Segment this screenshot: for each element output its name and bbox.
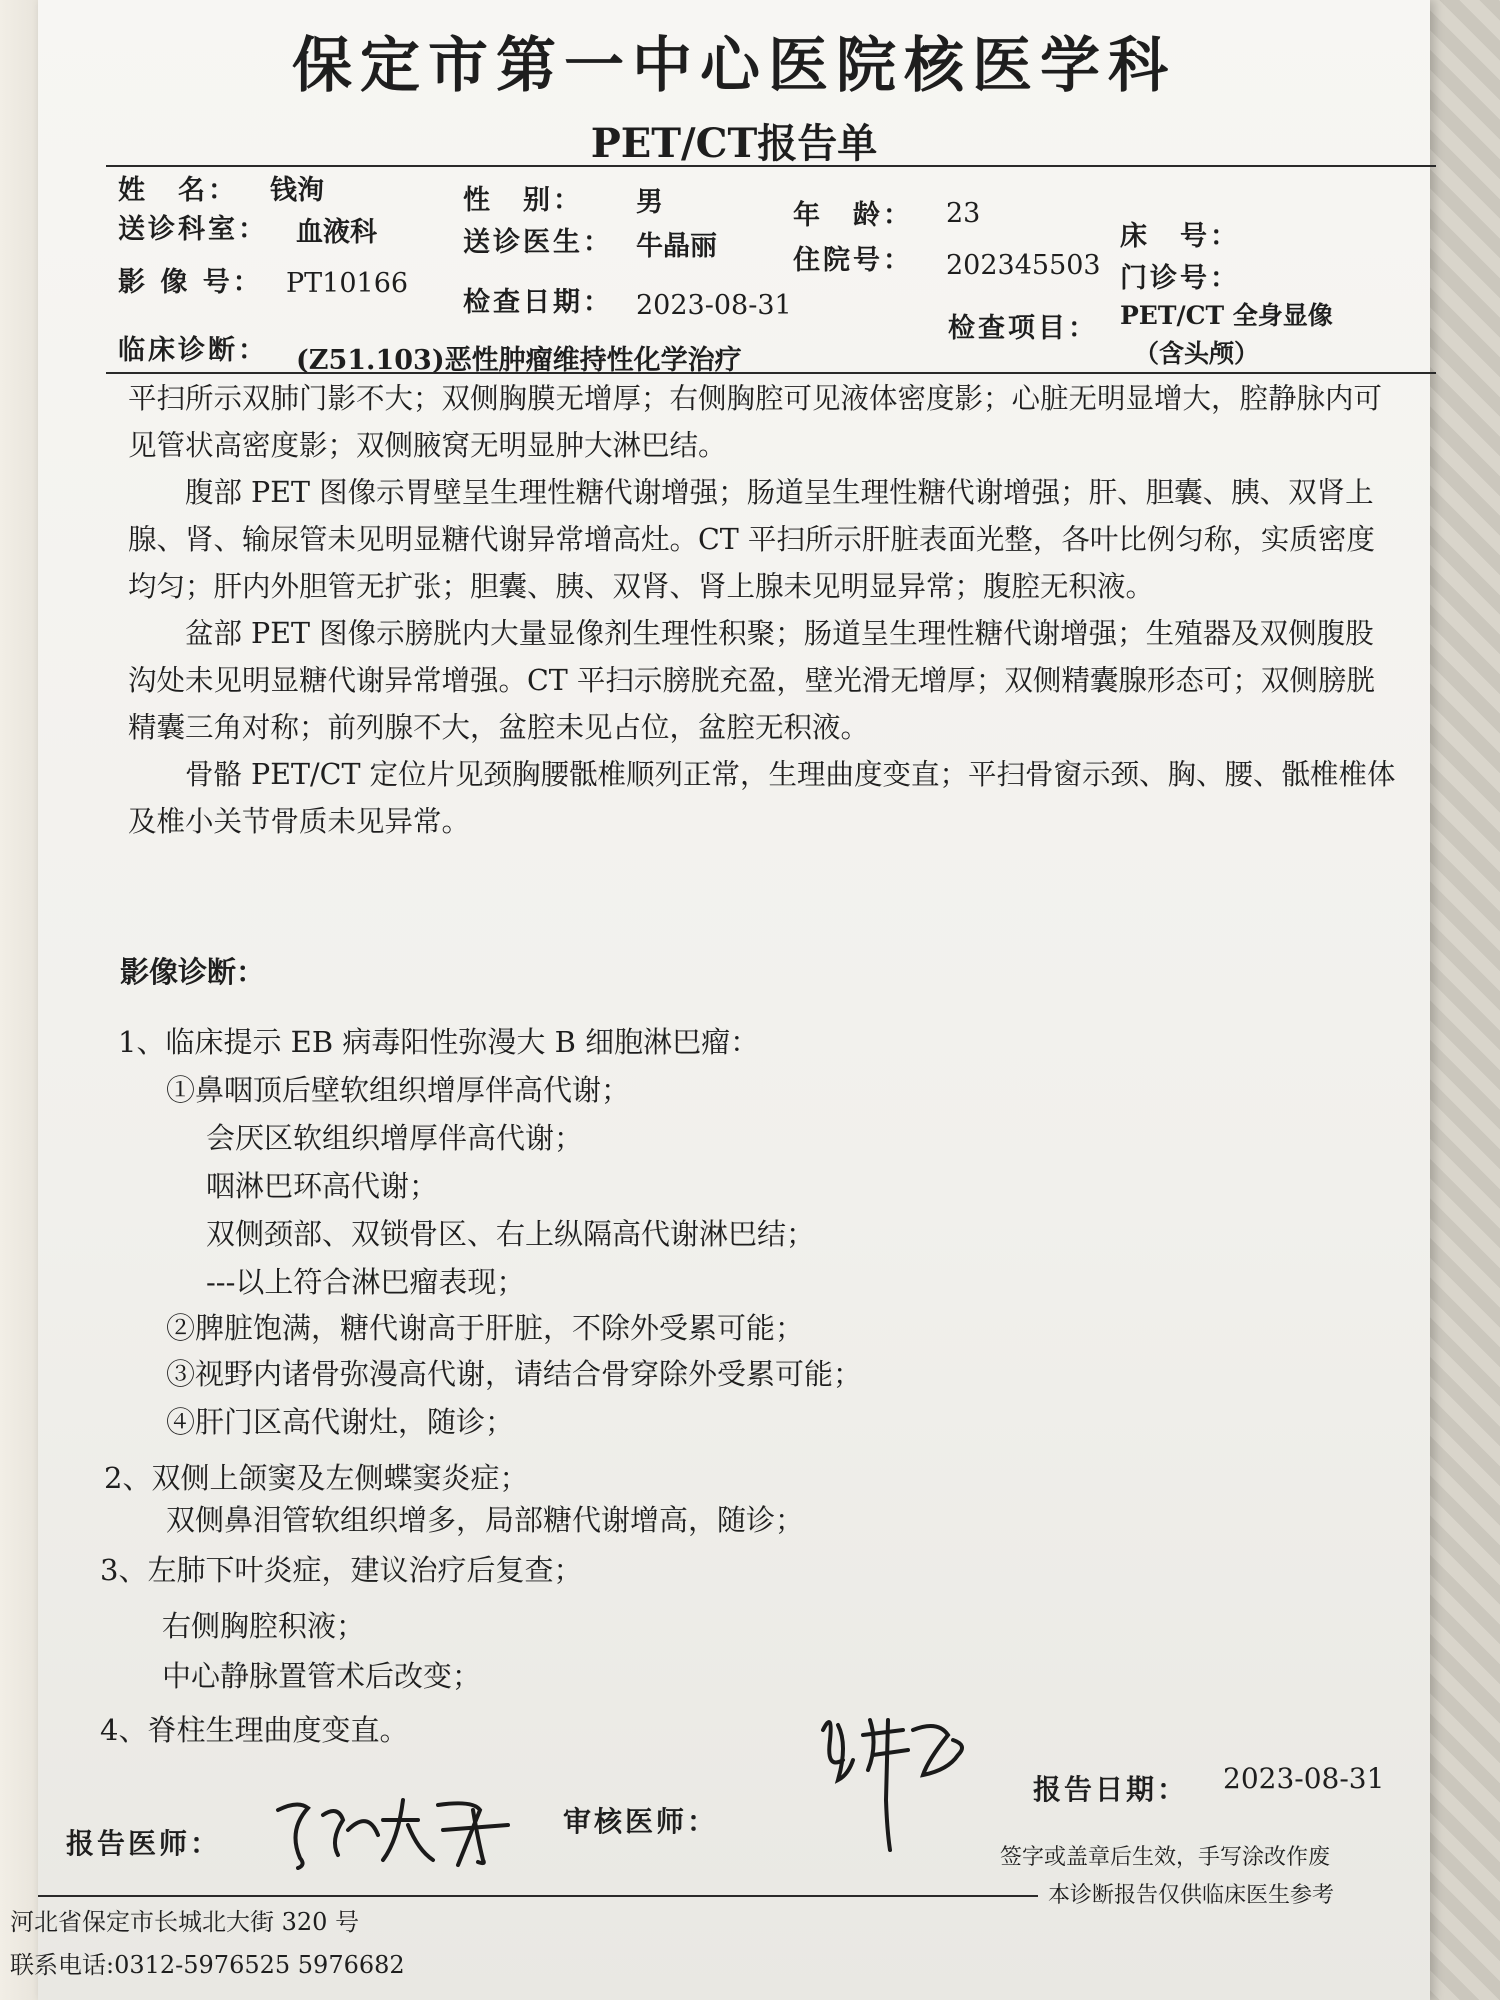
report-date-label: 报告日期： [1033, 1773, 1189, 1806]
exam-item-line1: PET/CT 全身显像 [1120, 301, 1333, 330]
patient-sex: 男 [636, 187, 663, 218]
exam-item-line2: （含头颅） [1134, 339, 1260, 368]
clinical-dx-label: 临床诊断： [118, 335, 268, 366]
diagnosis-line-12: 3、左肺下叶炎症，建议治疗后复查； [100, 1553, 583, 1587]
findings-chest: 平扫所示双肺门影不大；双侧胸膜无增厚；右侧胸腔可见液体密度影；心脏无明显增大，腔静脉内可见管状高密度影；双侧腋窝无明显肿大淋巴结。 [128, 382, 1383, 462]
background-wallpaper [1420, 0, 1500, 2000]
exam-item-label: 检查项目： [948, 313, 1098, 344]
diagnosis-line-4: 咽淋巴环高代谢； [206, 1169, 439, 1203]
name-label: 姓 名： [118, 175, 238, 206]
exam-date-label: 检查日期： [463, 287, 613, 318]
clinical-dx-value: (Z51.103)恶性肿瘤维持性化学治疗 [296, 345, 742, 376]
hospital-title: 保定市第一中心医院核医学科 [292, 31, 1176, 101]
diagnosis-line-1: 1、临床提示 EB 病毒阳性弥漫大 B 细胞淋巴瘤： [118, 1025, 760, 1059]
diagnosis-line-10: 2、双侧上颌窦及左侧蝶窦炎症； [104, 1461, 529, 1495]
diagnosis-line-2: ①鼻咽顶后壁软组织增厚伴高代谢； [166, 1073, 631, 1107]
inpatient-number: 202345503 [946, 250, 1101, 281]
dept-value: 血液科 [296, 217, 377, 248]
diagnosis-heading: 影像诊断： [120, 955, 266, 989]
header-rule [106, 165, 1436, 167]
report-page [10, 0, 1430, 2000]
findings-abdomen: 腹部 PET 图像示胃壁呈生理性糖代谢增强；肠道呈生理性糖代谢增强；肝、胆囊、胰、双肾上腺、肾、输尿管未见明显糖代谢异常增高灶。CT 平扫所示肝脏表面光整，各叶比例匀称，实质密度均匀；肝内外胆管无扩张；胆囊、胰、双肾、肾上腺未见明显异常；腹腔无积液。 [128, 476, 1375, 603]
image-no-label: 影 像 号： [118, 267, 263, 298]
review-doctor-signature [808, 1700, 978, 1860]
diagnosis-line-13: 右侧胸腔积液； [162, 1609, 366, 1643]
diagnosis-line-3: 会厌区软组织增厚伴高代谢； [206, 1121, 584, 1155]
diagnosis-line-15: 4、脊柱生理曲度变直。 [100, 1713, 409, 1747]
age-label: 年 龄： [793, 200, 913, 231]
validity-note: 签字或盖章后生效，手写涂改作废 [1000, 1845, 1331, 1870]
bed-label: 床 号： [1120, 221, 1240, 252]
patient-name: 钱洵 [270, 175, 324, 206]
diagnosis-line-5: 双侧颈部、双锁骨区、右上纵隔高代谢淋巴结； [206, 1217, 816, 1251]
report-doctor-signature [268, 1780, 528, 1870]
patient-age: 23 [946, 198, 981, 229]
hospital-phone: 联系电话:0312-5976525 5976682 [10, 1951, 405, 1979]
sex-label: 性 别： [463, 185, 583, 216]
report-date: 2023-08-31 [1223, 1762, 1385, 1795]
diagnosis-line-7: ②脾脏饱满，糖代谢高于肝脏，不除外受累可能； [166, 1311, 805, 1345]
doctor-label: 送诊医生： [463, 227, 613, 258]
adjacent-page-edge [0, 0, 41, 2000]
findings-section [128, 375, 1398, 845]
dept-label: 送诊科室： [118, 214, 268, 245]
info-rule [106, 372, 1436, 374]
diagnosis-line-6: ---以上符合淋巴瘤表现； [206, 1265, 526, 1299]
findings-pelvis: 盆部 PET 图像示膀胱内大量显像剂生理性积聚；肠道呈生理性糖代谢增强；生殖器及双侧腹股沟处未见明显糖代谢异常增强。CT 平扫示膀胱充盈，壁光滑无增厚；双侧精囊腺形态可；双侧膀胱精囊三角对称；前列腺不大，盆腔未见占位，盆腔无积液。 [128, 617, 1375, 744]
doctor-value: 牛晶丽 [636, 231, 717, 262]
diagnosis-line-14: 中心静脉置管术后改变； [162, 1659, 482, 1693]
reference-note: 本诊断报告仅供临床医生参考 [1048, 1883, 1335, 1908]
hospital-address: 河北省保定市长城北大街 320 号 [10, 1908, 360, 1936]
exam-date: 2023-08-31 [636, 290, 792, 321]
report-title: PET/CT报告单 [590, 120, 878, 167]
diagnosis-line-9: ④肝门区高代谢灶，随诊； [166, 1405, 515, 1439]
report-doctor-label: 报告医师： [66, 1827, 222, 1860]
diagnosis-line-8: ③视野内诸骨弥漫高代谢，请结合骨穿除外受累可能； [166, 1357, 863, 1391]
footer-rule [38, 1895, 1038, 1897]
image-number: PT10166 [286, 268, 409, 299]
findings-bone: 骨骼 PET/CT 定位片见颈胸腰骶椎顺列正常，生理曲度变直；平扫骨窗示颈、胸、腰、骶椎椎体及椎小关节骨质未见异常。 [128, 758, 1396, 838]
inpatient-label: 住院号： [793, 245, 913, 276]
review-doctor-label: 审核医师： [563, 1805, 719, 1838]
outpatient-label: 门诊号： [1120, 263, 1240, 294]
diagnosis-line-11: 双侧鼻泪管软组织增多，局部糖代谢增高，随诊； [166, 1503, 805, 1537]
